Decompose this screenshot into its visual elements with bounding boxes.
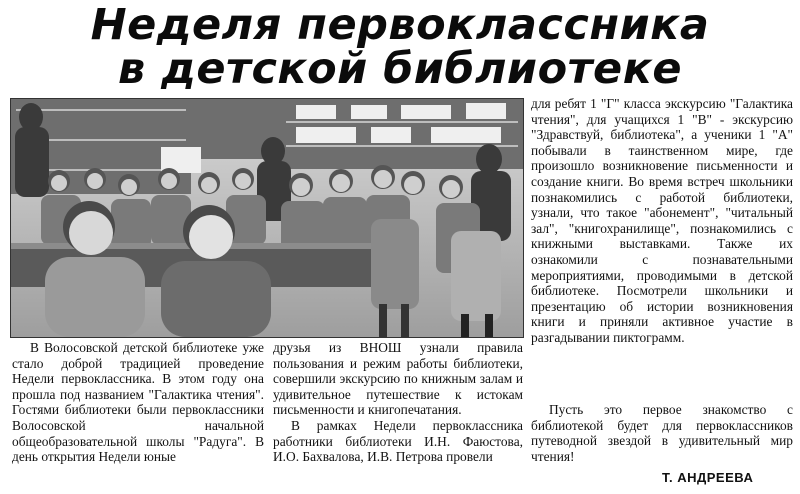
headline-line-1: Неделя первоклассника <box>90 0 710 50</box>
author-signature: Т. АНДРЕЕВА <box>662 470 754 485</box>
article-column-right-closing <box>531 402 793 464</box>
article-headline <box>0 0 800 96</box>
photo-illustration <box>11 99 523 337</box>
article-column-middle <box>273 340 523 465</box>
paragraph: В Волосовской детской библиотеке уже стало доброй традицией проведение Недели первоклассника. В этом году она прошла под названием "Галактика чтения". Гостями библиотеки были первоклассники Волосовской начальной общеобразовательной школы "Радуга". В день открытия Недели юные <box>12 340 264 465</box>
paragraph: для ребят 1 "Г" класса экскурсию "Галактика чтения", для учащихся 1 "В" - экскурсию "Здравствуй, библиотека", а ученики 1 "А" побывали в таинственном мире, где произошло возникновение письменности и создание книги. Во время встреч школьники познакомились с работой библиотеки, узнали, что такое "абонемент", "читальный зал", "книгохранилище", познакомились с книжными выставками. Также их ознакомили с познавательными мероприятиями, проводимыми в детской библиотеке. Посмотрели школьники и презентацию об истории возникновения книги и приняли активное участие в разгадывании пиктограмм. <box>531 96 793 345</box>
paragraph: друзья из ВНОШ узнали правила пользования и режим работы библиотеки, совершили экскурсию по книжным залам и удивительное путешествие к истокам письменности и книгопечатания. <box>273 340 523 418</box>
article-column-right <box>531 96 793 346</box>
article-column-left <box>12 340 264 465</box>
paragraph: Пусть это первое знакомство с библиотекой будет для первоклассников путеводной звездой в удивительный мир чтения! <box>531 402 793 464</box>
paragraph: В рамках Недели первоклассника работники библиотеки И.Н. Фаюстова, И.О. Бахвалова, И.В. Петрова провели <box>273 417 523 465</box>
headline-line-2: в детской библиотеке <box>117 44 683 94</box>
classroom-photo <box>10 98 524 338</box>
